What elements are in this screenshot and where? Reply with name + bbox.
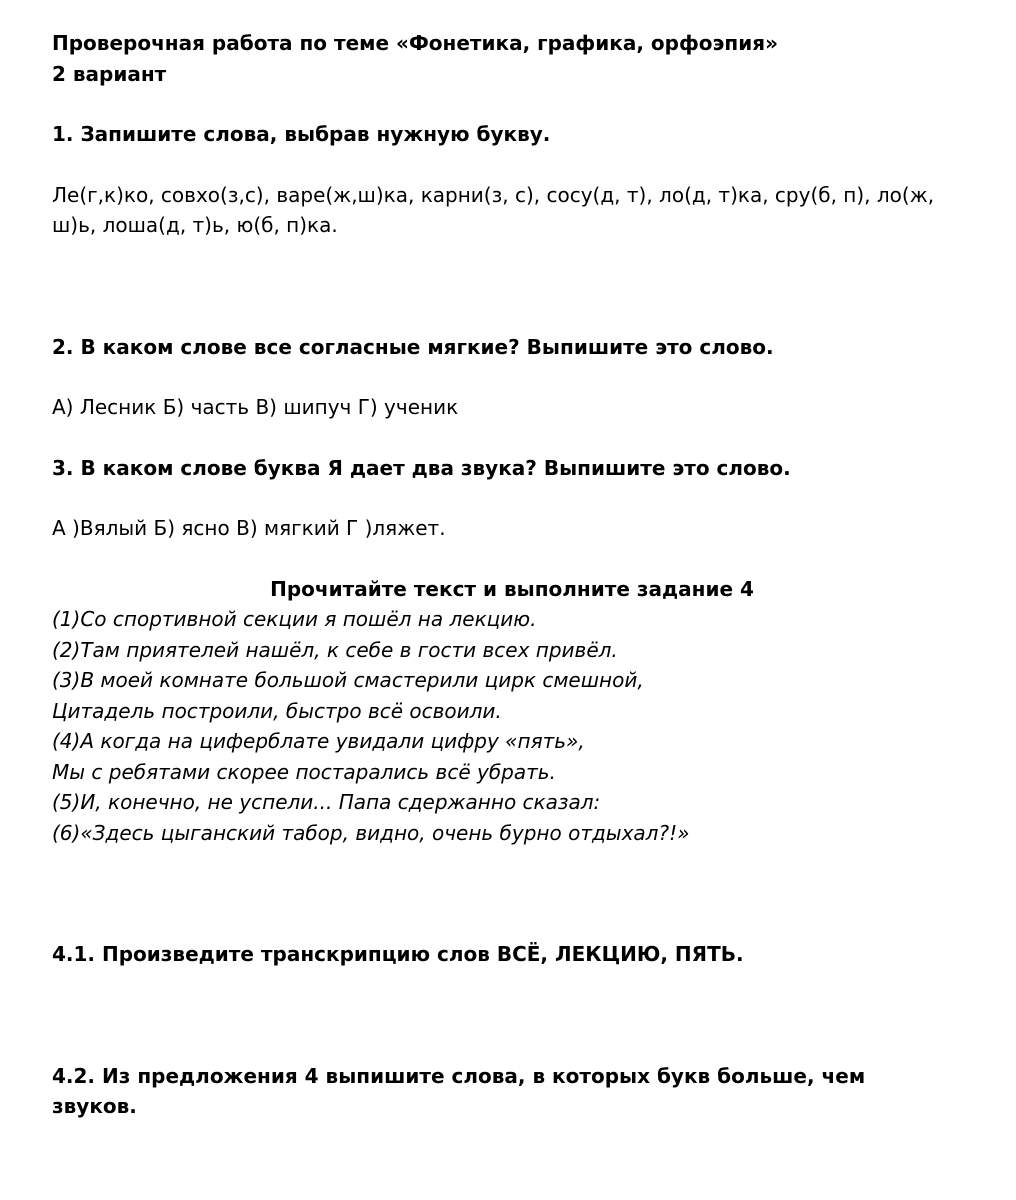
spacer <box>52 362 972 392</box>
worksheet-page <box>52 28 972 1122</box>
reading-line: Мы с ребятами скорее постарались всё убрать. <box>52 759 556 784</box>
task3-heading: 3. В каком слове буква Я дает два звука? Выпишите это слово. <box>52 455 791 480</box>
task4-2-heading-cont: звуков. <box>52 1094 137 1118</box>
spacer <box>52 241 972 332</box>
task3-options: А )Вялый Б) ясно В) мягкий Г )ляжет. <box>52 516 446 540</box>
spacer <box>52 150 972 180</box>
variant-label: 2 вариант <box>52 61 167 86</box>
reading-line: Цитадель построили, быстро всё освоили. <box>52 698 502 723</box>
task4-2-heading: 4.2. Из предложения 4 выпишите слова, в которых букв больше, чем <box>52 1063 866 1088</box>
task4-1-heading: 4.1. Произведите транскрипцию слов ВСЁ, ЛЕКЦИЮ, ПЯТЬ. <box>52 942 744 966</box>
task1-text: Ле(г,к)ко, совхо(з,с), варе(ж,ш)ка, карни(з, с), сосу(д, т), ло(д, т)ка, сру(б, п), ло(ж, ш)ь, лоша(д, т)ь, ю(б, п)ка. <box>52 182 935 237</box>
reading-line: (5)И, конечно, не успели... Папа сдержанно сказал: <box>52 790 601 814</box>
worksheet-title: Проверочная работа по теме «Фонетика, графика, орфоэпия» <box>52 31 778 55</box>
spacer <box>52 483 972 513</box>
reading-line: (1)Со спортивной секции я пошёл на лекцию. <box>52 607 537 631</box>
task2-heading: 2. В каком слове все согласные мягкие? Выпишите это слово. <box>52 334 774 359</box>
spacer <box>52 423 972 453</box>
reading-text <box>52 604 972 848</box>
reading-heading: Прочитайте текст и выполните задание 4 <box>270 576 754 601</box>
reading-line: (4)А когда на циферблате увидали цифру «пять», <box>52 729 585 753</box>
spacer <box>52 848 972 939</box>
reading-line: (2)Там приятелей нашёл, к себе в гости всех привёл. <box>52 637 618 662</box>
spacer <box>52 970 972 1061</box>
reading-line: (6)«Здесь цыганский табор, видно, очень бурно отдыхал?!» <box>52 820 690 845</box>
task1-heading: 1. Запишите слова, выбрав нужную букву. <box>52 122 551 146</box>
spacer <box>52 89 972 119</box>
task2-options: А) Лесник Б) часть В) шипуч Г) ученик <box>52 395 459 419</box>
reading-line: (3)В моей комнате большой смастерили цирк смешной, <box>52 668 644 692</box>
spacer <box>52 544 972 574</box>
